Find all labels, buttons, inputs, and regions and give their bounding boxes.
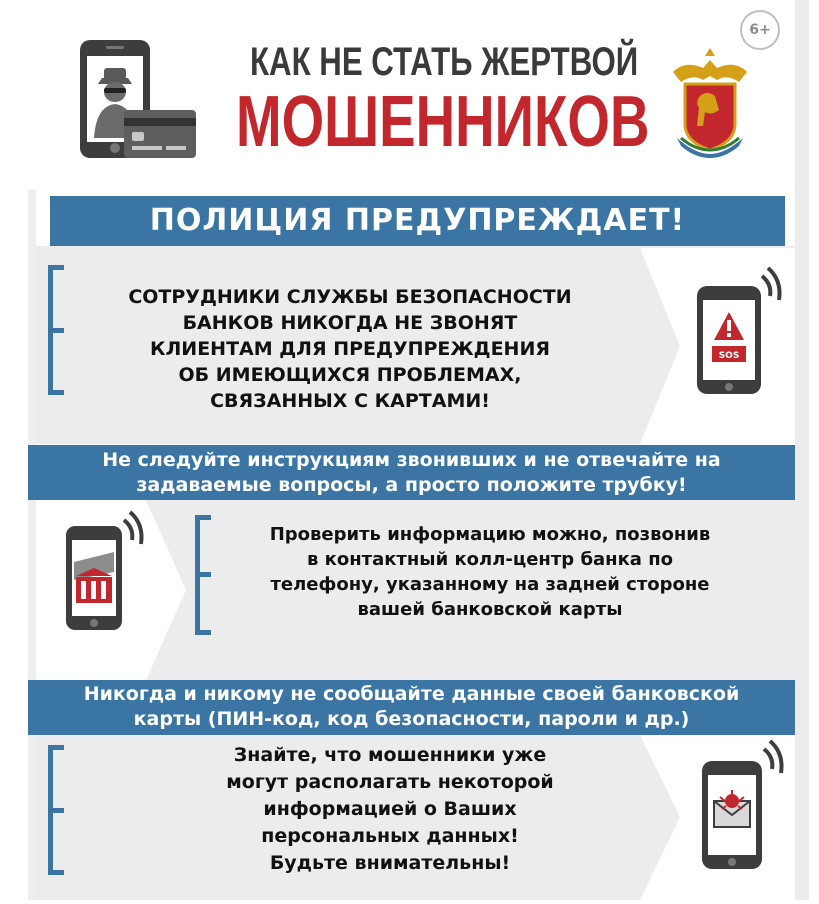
bank-phone-panel	[36, 500, 186, 680]
header-title-line1: КАК НЕ СТАТЬ ЖЕРТВОЙ	[250, 40, 639, 84]
bank-security-text	[70, 284, 630, 414]
bracket-1-tick	[48, 265, 64, 270]
bracket-1-tick	[48, 328, 64, 333]
bracket-3-tick	[48, 745, 64, 750]
text-line: СОТРУДНИКИ СЛУЖБЫ БЕЗОПАСНОСТИ	[128, 286, 572, 308]
police-emblem-icon	[665, 42, 755, 160]
card-data-banner	[28, 680, 795, 735]
bracket-3-tick	[48, 870, 64, 875]
verify-info-text	[210, 522, 770, 622]
banner-line: Никогда и никому не сообщайте данные своей банковской	[83, 683, 740, 705]
virus-phone-panel	[640, 735, 795, 900]
bracket-1-tick	[48, 390, 64, 395]
text-line: Будьте внимательны!	[269, 852, 511, 874]
sos-phone-panel	[640, 248, 795, 444]
banner-line: Не следуйте инструкциям звонивших и не отвечайте на	[102, 449, 721, 471]
text-line: ОБ ИМЕЮЩИХСЯ ПРОБЛЕМАХ,	[178, 364, 522, 386]
text-line: БАНКОВ НИКОГДА НЕ ЗВОНЯТ	[182, 312, 518, 334]
be-careful-text	[140, 742, 640, 877]
sos-label: SOS	[718, 351, 740, 361]
bracket-2-tick	[195, 572, 211, 577]
text-line: Знайте, что мошенники уже	[233, 744, 547, 766]
text-line: персональных данных!	[261, 825, 519, 847]
header-title-line2: МОШЕННИКОВ	[236, 82, 650, 162]
hacker-phone-card-icon	[78, 38, 198, 163]
text-line: телефону, указанному на задней стороне	[270, 574, 710, 595]
text-line: в контактный колл-центр банка по	[306, 549, 674, 570]
instructions-banner	[28, 445, 795, 500]
text-line: КЛИЕНТАМ ДЛЯ ПРЕДУПРЕЖДЕНИЯ	[149, 338, 550, 360]
text-line: информацией о Ваших	[263, 798, 517, 820]
text-line: вашей банковской карты	[357, 599, 623, 620]
bracket-2-tick	[195, 630, 211, 635]
bracket-2-tick	[195, 515, 211, 520]
bracket-3-tick	[48, 808, 64, 813]
age-rating-badge: 6+	[740, 10, 780, 50]
text-line: Проверить информацию можно, позвонив	[269, 524, 711, 545]
right-border	[795, 0, 809, 900]
banner-line: задаваемые вопросы, а просто положите трубку!	[136, 474, 687, 496]
text-line: СВЯЗАННЫХ С КАРТАМИ!	[210, 390, 490, 412]
left-border	[28, 190, 36, 900]
text-line: могут располагать некоторой	[226, 771, 554, 793]
police-warning-banner: ПОЛИЦИЯ ПРЕДУПРЕЖДАЕТ!	[50, 196, 785, 246]
banner-line: карты (ПИН-код, код безопасности, пароли и др.)	[133, 708, 690, 730]
